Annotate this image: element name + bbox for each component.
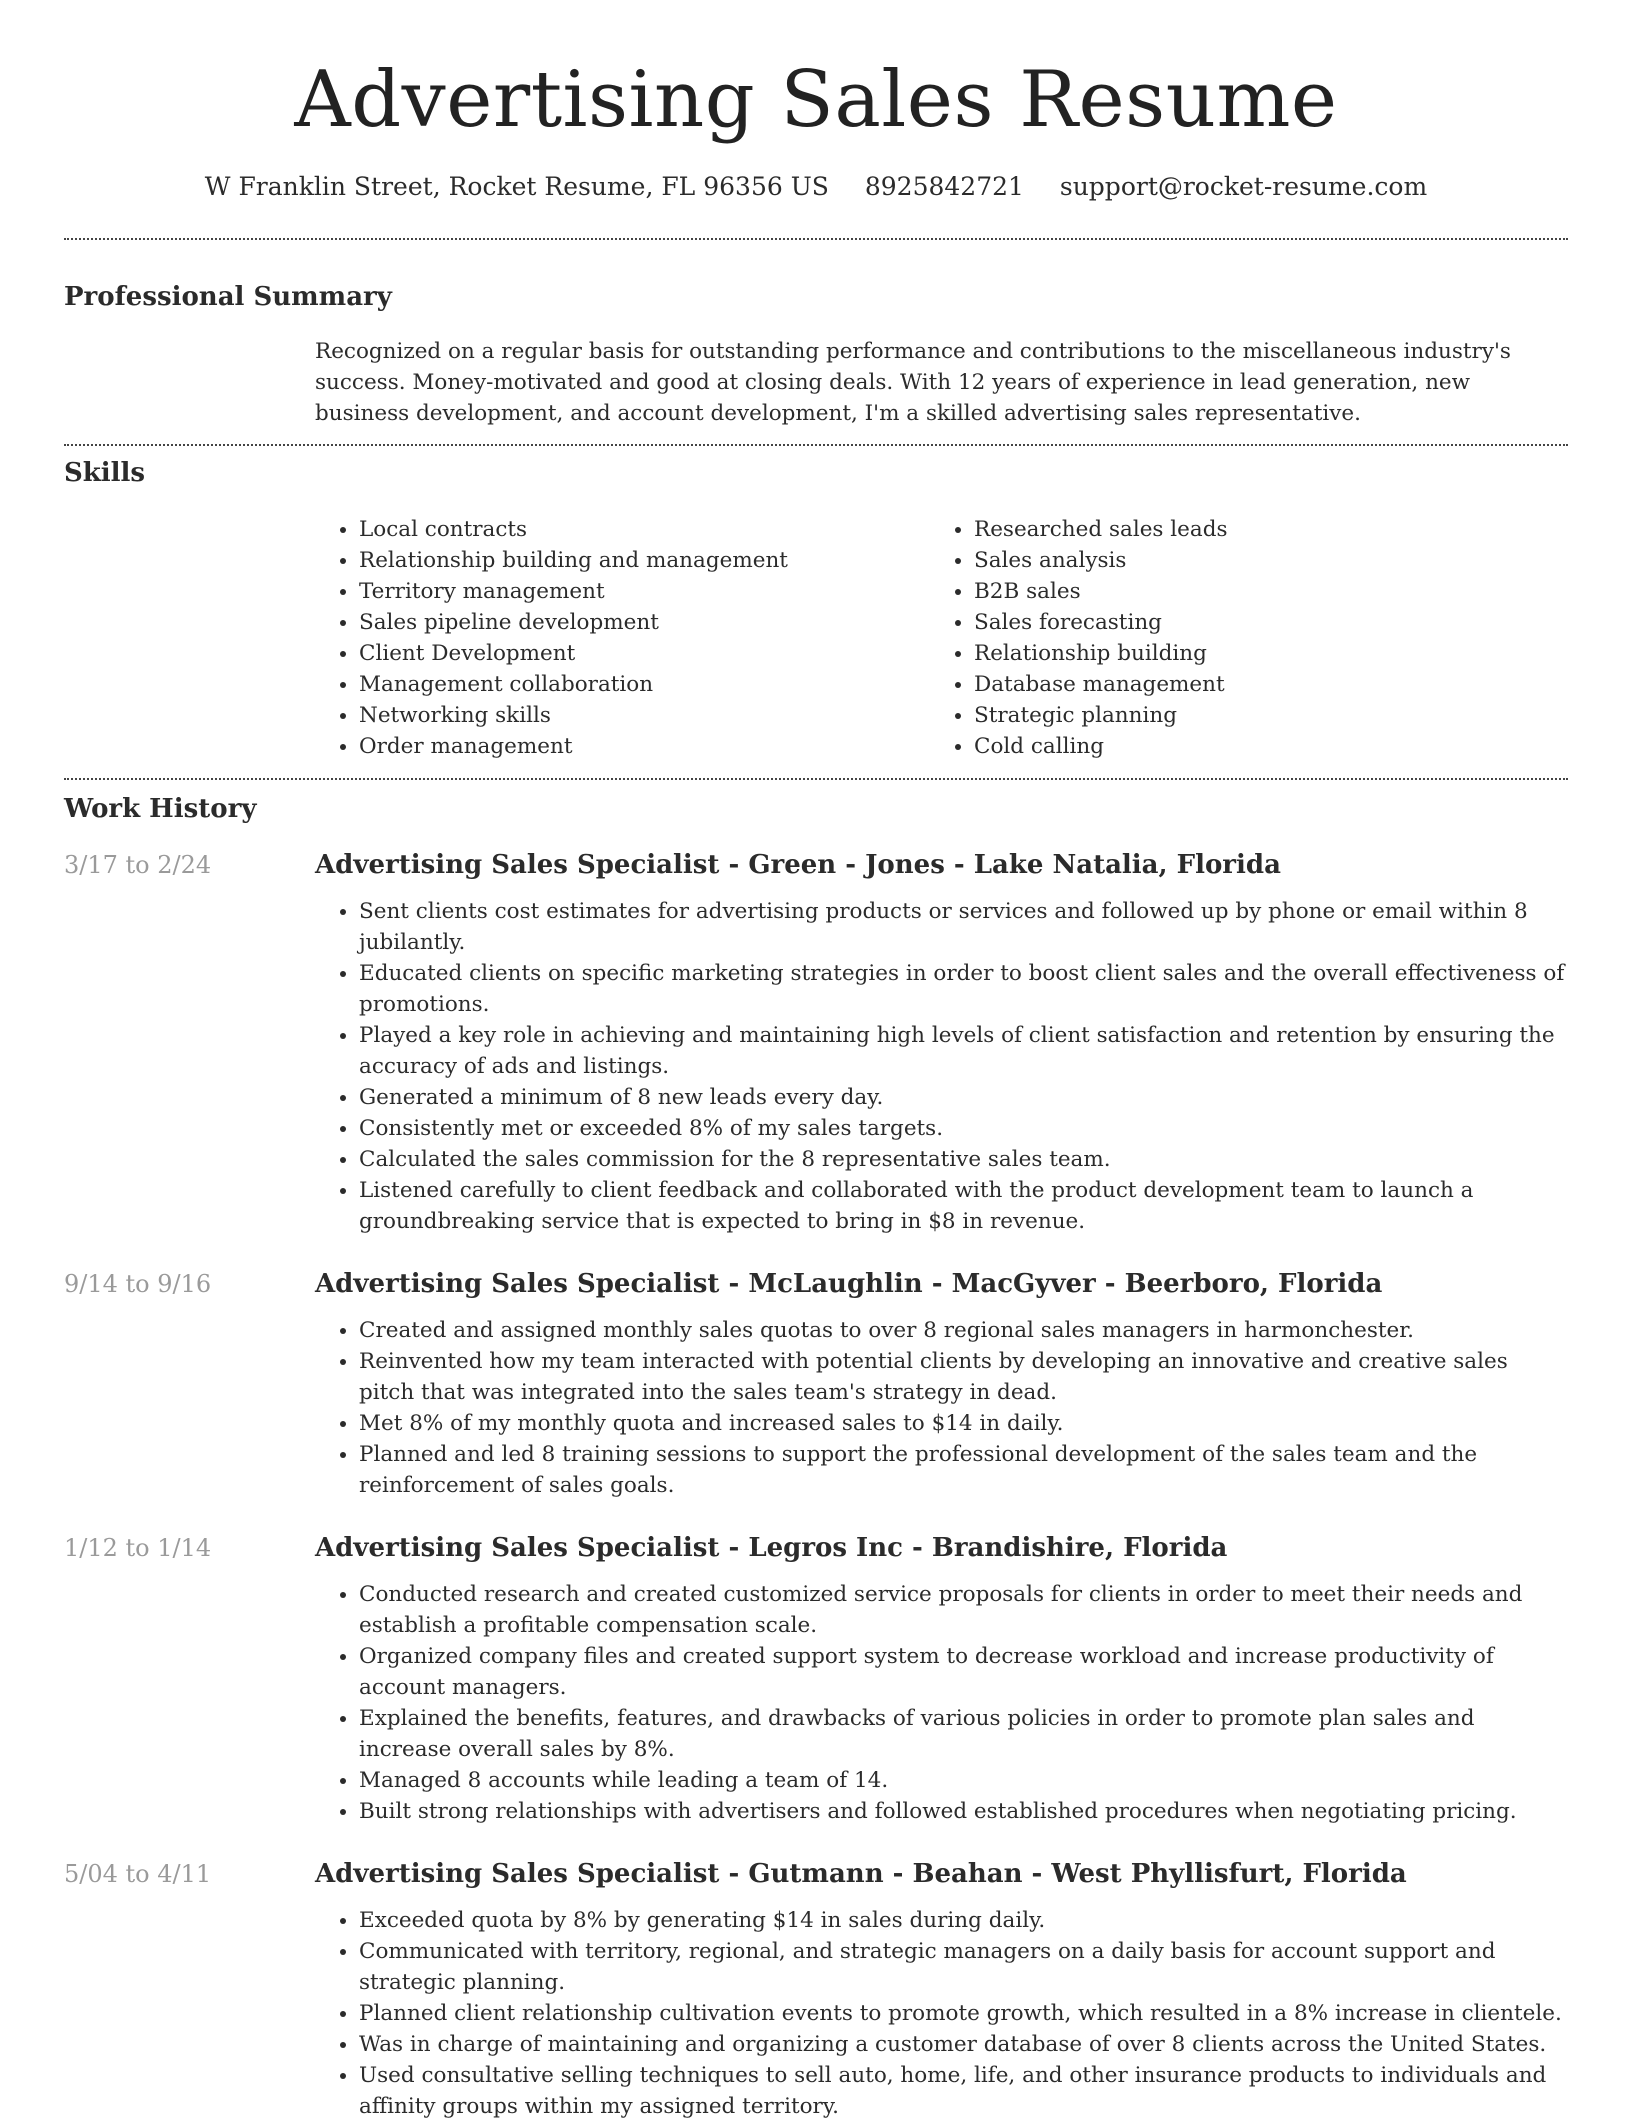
contact-email: support@rocket-resume.com [1059,172,1428,201]
skills-section [64,446,1568,762]
job-bullet: • Built strong relationships with advertisers and followed established procedures when negotiating pricing. [359,1796,1568,1827]
skill-item: • Order management [359,731,930,762]
job-entry [64,1267,1568,1501]
skill-item: • Management collaboration [359,669,930,700]
resume-header [64,0,1568,204]
skills-grid [315,514,1568,762]
skill-item: • Sales analysis [974,545,1545,576]
skill-item: • Relationship building and management [359,545,930,576]
summary-body [315,336,1568,429]
job-bullets [315,1315,1568,1501]
job-bullet: • Calculated the sales commission for the 8 representative sales team. [359,1144,1568,1175]
job-entry [64,1531,1568,1827]
job-bullets [315,896,1568,1237]
job-date: 3/17 to 2/24 [64,851,212,879]
job-bullet: • Communicated with territory, regional, and strategic managers on a daily basis for account support and strategic planning. [359,1936,1568,1998]
job-date: 1/12 to 1/14 [64,1534,212,1562]
job-bullet: • Generated a minimum of 8 new leads every day. [359,1082,1568,1113]
contact-address: W Franklin Street, Rocket Resume, FL 96356 US [204,172,829,201]
job-body [315,848,1568,1237]
skills-column-right [930,514,1545,762]
job-bullet: • Planned and led 8 training sessions to support the professional development of the sales team and the reinforcement of sales goals. [359,1439,1568,1501]
job-bullet: • Met 8% of my monthly quota and increased sales to $14 in daily. [359,1408,1568,1439]
skill-item: • Sales forecasting [974,607,1545,638]
skills-list-left [315,514,930,762]
job-date: 9/14 to 9/16 [64,1270,212,1298]
skill-item: • Strategic planning [974,700,1545,731]
job-bullet: • Consistently met or exceeded 8% of my sales targets. [359,1113,1568,1144]
work-heading: Work History [64,794,257,824]
skill-item: • B2B sales [974,576,1545,607]
contact-phone: 8925842721 [864,172,1024,201]
job-body [315,1857,1568,2122]
contact-line [64,170,1568,204]
job-date: 5/04 to 4/11 [64,1860,212,1888]
job-bullet: • Organized company files and created support system to decrease workload and increase productivity of account managers. [359,1641,1568,1703]
skills-heading: Skills [64,458,146,488]
skill-item: • Researched sales leads [974,514,1545,545]
job-entry [64,848,1568,1237]
job-title: Advertising Sales Specialist - Green - Jones - Lake Natalia, Florida [315,850,1281,880]
job-bullet: • Educated clients on specific marketing strategies in order to boost client sales and the overall effectiveness of promotions. [359,958,1568,1020]
job-bullet: • Was in charge of maintaining and organizing a customer database of over 8 clients across the United States. [359,2029,1568,2060]
summary-section [64,240,1568,429]
summary-heading: Professional Summary [64,282,392,312]
job-bullet: • Exceeded quota by 8% by generating $14 in sales during daily. [359,1905,1568,1936]
skill-item: • Networking skills [359,700,930,731]
job-body [315,1531,1568,1827]
skill-item: • Local contracts [359,514,930,545]
job-bullet: • Sent clients cost estimates for advertising products or services and followed up by phone or email within 8 jubilantly. [359,896,1568,958]
job-title: Advertising Sales Specialist - McLaughlin - MacGyver - Beerboro, Florida [315,1269,1383,1299]
job-body [315,1267,1568,1501]
job-bullet: • Reinvented how my team interacted with potential clients by developing an innovative and creative sales pitch that was integrated into the sales team's strategy in dead. [359,1346,1568,1408]
skills-column-left [315,514,930,762]
job-bullet: • Used consultative selling techniques to sell auto, home, life, and other insurance products to individuals and affinity groups within my assigned territory. [359,2060,1568,2122]
job-bullet: • Played a key role in achieving and maintaining high levels of client satisfaction and retention by ensuring the accuracy of ads and listings. [359,1020,1568,1082]
job-bullet: • Created and assigned monthly sales quotas to over 8 regional sales managers in harmonchester. [359,1315,1568,1346]
job-bullet: • Listened carefully to client feedback and collaborated with the product development team to launch a groundbreaking service that is expected to bring in $8 in revenue. [359,1175,1568,1237]
skill-item: • Territory management [359,576,930,607]
skill-item: • Sales pipeline development [359,607,930,638]
skills-list-right [930,514,1545,762]
job-bullets [315,1579,1568,1827]
skill-item: • Relationship building [974,638,1545,669]
skill-item: • Cold calling [974,731,1545,762]
job-bullet: • Conducted research and created customized service proposals for clients in order to meet their needs and establish a profitable compensation scale. [359,1579,1568,1641]
job-title: Advertising Sales Specialist - Gutmann - Beahan - West Phyllisfurt, Florida [315,1859,1407,1889]
job-bullet: • Explained the benefits, features, and drawbacks of various policies in order to promote plan sales and increase overall sales by 8%. [359,1703,1568,1765]
resume-title: Advertising Sales Resume [294,55,1338,145]
summary-text: Recognized on a regular basis for outstanding performance and contributions to the miscellaneous industry's success. Money-motivated and good at closing deals. With 12 years of experience in lead generation, new business development, and account development, I'm a skilled advertising sales representative. [315,339,1511,426]
job-bullet: • Planned client relationship cultivation events to promote growth, which resulted in a 8% increase in clientele. [359,1998,1568,2029]
job-title: Advertising Sales Specialist - Legros Inc - Brandishire, Florida [315,1533,1228,1563]
skill-item: • Database management [974,669,1545,700]
work-section [64,780,1568,2122]
job-entry [64,1857,1568,2122]
job-bullet: • Managed 8 accounts while leading a team of 14. [359,1765,1568,1796]
job-bullets [315,1905,1568,2122]
skill-item: • Client Development [359,638,930,669]
